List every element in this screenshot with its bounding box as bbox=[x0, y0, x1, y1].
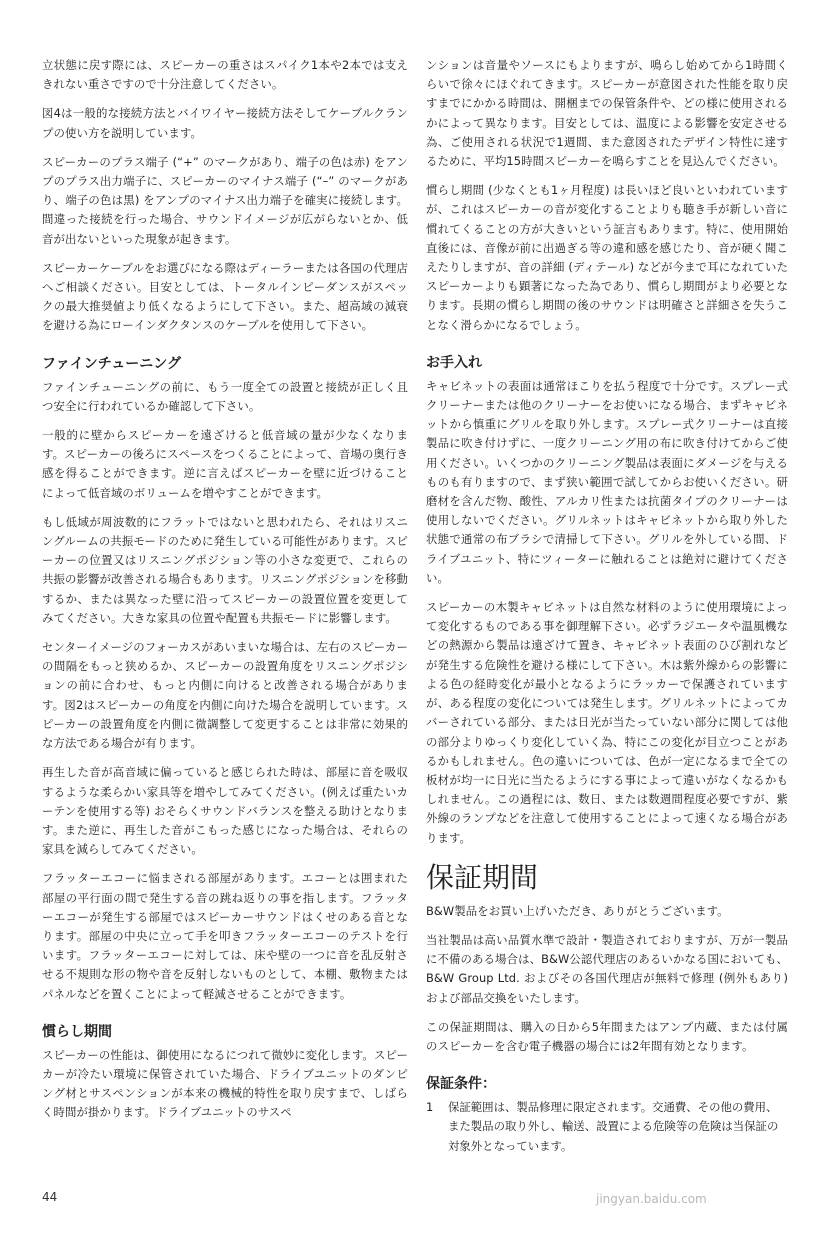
fine-tuning-heading: ファインチューニング bbox=[42, 355, 182, 372]
warranty-paragraph-2: 当社製品は高い品質水準で設計・製造されておりますが、万が一製品に不備のある場合は、B&W公認代理店のあるいかなる国においても、B&W Group Ltd. およびその各国代理店が無料で修理 (例外もあり) および部品交換をいたします。 bbox=[426, 932, 788, 1005]
intro-paragraph-4: スピーカーケーブルをお選びになる際はディーラーまたは各国の代理店へご相談ください。目安としては、トータルインピーダンスがスペックの最大推奨値より低くなるようにして下さい。また、超高域の減衰を避ける為にローインダクタンスのケーブルを使用して下さい。 bbox=[42, 260, 408, 333]
care-heading: お手入れ bbox=[426, 354, 482, 371]
fine-tuning-paragraph-1: ファインチューニングの前に、もう一度全ての設置と接続が正しく且つ安全に行われているか確認して下さい。 bbox=[42, 379, 408, 413]
continued-paragraph-1: ンションは音量やソースにもよりますが、鳴らし始めてから1時間くらいで徐々にほぐれてきます。スピーカーが意図された性能を取り戻すまでにかかる時間は、開梱までの保管条件や、どの様に使用されるかによって異なります。目安としては、温度による影響を安定させる為、ご使用される状況で1週間、また意図されたデザイン特性に達するために、平均15時間スピーカーを鳴らすことを見込んでください。 bbox=[426, 58, 788, 169]
intro-paragraph-2: 図4は一般的な接続方法とバイワイヤー接続方法そしてケーブルクランプの使い方を説明しています。 bbox=[42, 106, 408, 140]
break-in-paragraph-1: スピーカーの性能は、御使用になるにつれて微妙に変化します。スピーカーが冷たい環境に保管されていた場合、ドライブユニットのダンピング材とサスペンションが本来の機械的特性を取り戻すまで、しばらく時間が掛かります。ドライブユニットのサスペ bbox=[42, 1047, 408, 1120]
warranty-heading: 保証期間 bbox=[426, 860, 539, 894]
warranty-paragraph-3: この保証期間は、購入の日から5年間またはアンプ内蔵、または付属のスピーカーを含む電子機器の場合には2年間有効となります。 bbox=[426, 1019, 788, 1053]
conditions-heading: 保証条件： bbox=[426, 1076, 496, 1093]
intro-paragraph-1: 立状態に戻す際には、スピーカーの重さはスパイク1本や2本では支えきれない重さですので十分注意してください。 bbox=[42, 58, 408, 92]
left-column bbox=[42, 56, 408, 1133]
care-paragraph-2: スピーカーの木製キャビネットは自然な材料のように使用環境によって変化するものである事を御理解下さい。必ずラジエータや温風機などの熱源から製品は遠ざけて置き、キャビネット表面のひび割れなどが発生する危険性を避ける様にして下さい。木は紫外線からの影響による色の経時変化が最小となるようにラッカーで保護されていますが、ある程度の変化については発生します。グリルネットによってカバーされている部分、または日光が当たっていない部分に関しては他の部分よりゆっくり変化していく為、特にこの変化が目立つことがあるかもしれません。色の違いについては、色が一定になるまで全ての板材が均一に日光に当たるようにする事によって違いがなくなるかもしれません。この過程には、数日、または数週間程度必要ですが、紫外線のランプなどを注意して使用することによって速くなる場合があります。 bbox=[426, 600, 788, 845]
care-paragraph-1: キャビネットの表面は通常ほこりを払う程度で十分です。スプレー式クリーナーまたは他のクリーナーをお使いになる場合、まずキャビネットから慎重にグリルを取り外します。スプレー式クリーナーは直接製品に吹き付けずに、一度クリーニング用の布に吹き付けてからご使用ください。いくつかのクリーニング製品は表面にダメージを与えるものも有りますので、まず狭い範囲で試してからお使いください。研磨材を含んだ物、酸性、アルカリ性または抗菌タイプのクリーナーは使用しないでください。グリルネットはキャビネットから取り外した状態で通常の布ブラシで清掃して下さい。グリルを外している間、ドライブユニット、特にツィーターに触れることは絶対に避けてください。 bbox=[426, 378, 788, 585]
intro-paragraph-3: スピーカーのプラス端子 (“+” のマークがあり、端子の色は赤) をアンプのプラス出力端子に、スピーカーのマイナス端子 (“–” のマークがあり、端子の色は黒) をアンプのマイナス出力端子を確実に接続します。間違った接続を行った場合、サウンドイメージが広がらないとか、低音が出ないといった現象が起きます。 bbox=[42, 154, 408, 246]
fine-tuning-paragraph-4: センターイメージのフォーカスがあいまいな場合は、左右のスピーカーの間隔をもっと狭めるか、スピーカーの設置角度をリスニングポジションの前に合わせ、もっと内側に向けると改善される場合があります。図2はスピーカーの角度を内側に向けた場合を説明しています。スピーカーの設置角度を内側に微調整して変更することは非常に効果的な方法である場合が有ります。 bbox=[42, 640, 408, 751]
conditions-list bbox=[426, 1098, 788, 1156]
fine-tuning-paragraph-5: 再生した音が高音域に偏っていると感じられた時は、部屋に音を吸収するような柔らかい家具等を増やしてみてください。(例えば重たいカーテンを使用する等) おそらくサウンドバランスを整える助けとなります。また逆に、再生した音がこもった感じになった場合は、それらの家具を減らしてみてください。 bbox=[42, 765, 408, 857]
page-number: 44 bbox=[42, 1190, 58, 1204]
fine-tuning-paragraph-3: もし低域が周波数的にフラットではないと思われたら、それはリスニングルームの共振モードのために発生している可能性があります。スピーカーの位置又はリスニングポジション等の小さな変更で、これらの共振の影響が改善される場合もあります。リスニングポジションを移動するか、または異なった壁に沿ってスピーカーの設置位置を変更してみてください。大きな家具の位置や配置も共振モードに影響します。 bbox=[42, 514, 408, 625]
watermark: jingyan.baidu.com bbox=[596, 1192, 707, 1206]
warranty-paragraph-1: B&W製品をお買い上げいただき、ありがとうございます。 bbox=[426, 903, 729, 918]
continued-paragraph-2: 慣らし期間 (少なくとも1ヶ月程度) は長いほど良いといわれていますが、これはスピーカーの音が変化することよりも聴き手が新しい音に慣れてくることの方が大きいという証言もあります。特に、使用開始直後には、音像が前に出過ぎる等の違和感を感じたり、音が硬く聞こえたりしますが、音の詳細 (ディテール) などが今まで耳になれていたスピーカーよりも顕著になった為であり、慣らし期間がより必要となります。長期の慣らし期間の後のサウンドは明確さと詳細さを失うことなく滑らかになるでしょう。 bbox=[426, 183, 788, 332]
fine-tuning-paragraph-2: 一般的に壁からスピーカーを遠ざけると低音域の量が少なくなります。スピーカーの後ろにスペースをつくることによって、音場の奥行き感を得ることができます。逆に言えばスピーカーを壁に近づけることによって低音域のボリュームを増やすことができます。 bbox=[42, 428, 408, 500]
break-in-heading: 慣らし期間 bbox=[42, 1023, 112, 1040]
list-item-number: 1 bbox=[426, 1100, 434, 1115]
right-column bbox=[426, 56, 788, 1156]
fine-tuning-paragraph-6: フラッターエコーに悩まされる部屋があります。エコーとは囲まれた部屋の平行面の間で発生する音の跳ね返りの事を指します。フラッターエコーが発生する部屋ではスピーカーサウンドはくせのある音となります。部屋の中央に立って手を叩きフラッターエコーのテストを行います。フラッターエコーに対しては、床や壁の一つに音を乱反射させる不規則な形の物や音を反射しないものとして、本棚、敷物またはパネルなどを置くことによって軽減させることができます。 bbox=[42, 871, 408, 1001]
list-item-text: 保証範囲は、製品修理に限定されます。交通費、その他の費用、また製品の取り外し、輸送、設置による危険等の危険は当保証の対象外となっています。 bbox=[448, 1100, 779, 1153]
list-item bbox=[426, 1098, 788, 1156]
